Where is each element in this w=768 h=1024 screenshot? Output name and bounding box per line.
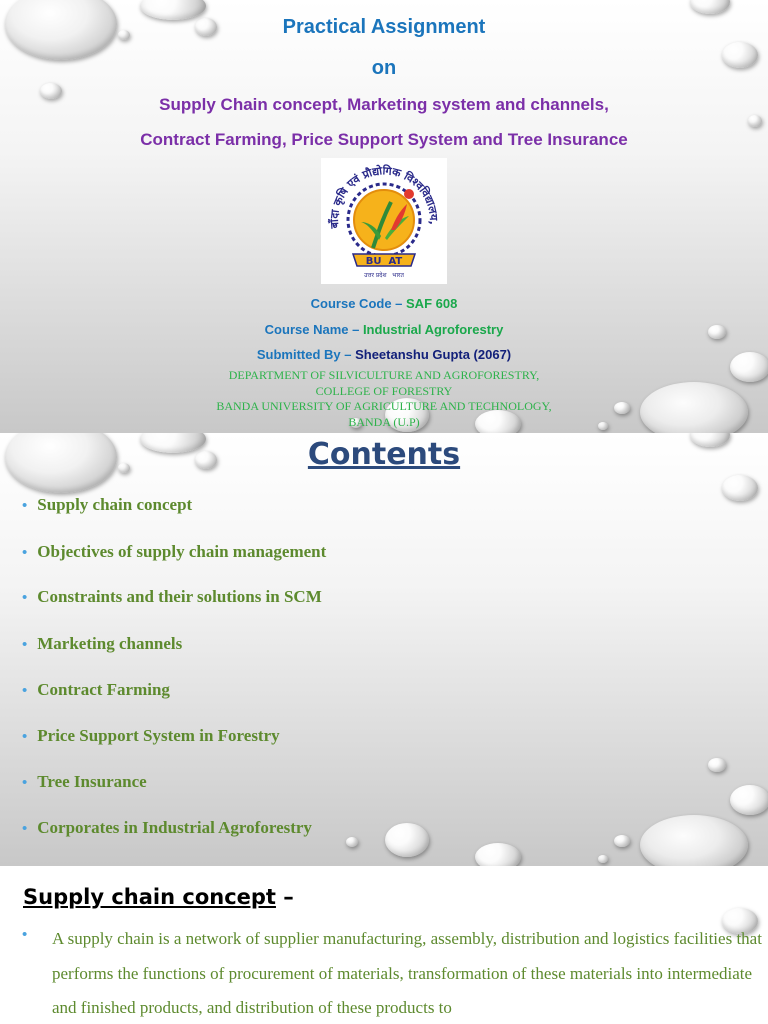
department-line-2: COLLEGE OF FORESTRY [315,383,453,398]
contents-item-label: Price Support System in Forestry [37,726,280,745]
contents-item-label: Contract Farming [37,680,170,699]
bullet-icon: • [22,682,28,699]
contents-item-contract-farming [22,680,170,700]
water-drop-decoration [346,837,358,847]
contents-item-constraints [22,587,322,607]
bullet-icon: • [22,926,28,943]
water-drop-decoration [385,823,429,857]
bullet-icon: • [22,544,28,561]
course-name-value: Industrial Agroforestry [362,322,504,337]
contents-item-label: Corporates in Industrial Agroforestry [37,818,312,837]
contents-item-supply-chain-concept [22,495,192,515]
water-drop-decoration [730,785,768,815]
bullet-icon: • [22,728,28,745]
supply-chain-heading-text: Supply chain concept [23,885,276,909]
contents-item-label: Tree Insurance [37,772,147,791]
title-slide [0,0,768,433]
course-code-line [0,296,768,311]
title-line-1: Practical Assignment [282,16,486,38]
course-code-label: Course Code – [310,296,407,311]
contents-item-marketing-channels [22,634,182,654]
contents-item-label: Supply chain concept [37,495,193,514]
university-logo [321,158,447,284]
water-drop-decoration [748,115,762,127]
department-line-1: DEPARTMENT OF SILVICULTURE AND AGROFORESTRY, [228,368,540,382]
contents-item-label: Constraints and their solutions in SCM [37,587,322,606]
contents-item-tree-insurance [22,772,147,792]
contents-item-corporates [22,818,312,838]
contents-item-price-support [22,726,280,746]
bullet-icon: • [22,774,28,791]
bullet-icon: • [22,636,28,653]
water-drop-decoration [722,475,758,501]
water-drop-decoration [598,855,608,863]
water-drop-decoration [640,815,748,866]
department-line-4: BANDA (U.P) [348,414,420,429]
university-logo-graphic [321,158,447,284]
contents-item-label: Marketing channels [37,634,183,653]
submitted-by-value: Sheetanshu Gupta (2067) [355,347,512,362]
supply-chain-heading-dash: – [275,885,294,909]
title-line-2: on [371,57,397,79]
subtitle-line-1: Supply Chain concept, Marketing system and channels, [159,95,609,114]
submitted-by-line [0,347,768,362]
supply-chain-heading [23,885,294,909]
water-drop-decoration [708,758,726,772]
supply-chain-paragraph: A supply chain is a network of supplier manufacturing, assembly, distribution and logistics facilities that performs the functions of procurement of materials, transformation of these materials into intermediate and finished products, and distribution of these products to [52,929,762,1017]
contents-title: Contents [307,437,461,472]
logo-banner-text: BU AT [365,256,403,267]
water-drop-decoration [475,843,521,866]
course-name-line [0,322,768,337]
logo-bottom-text: उत्तर प्रदेश भारत [364,272,404,279]
subtitle-line-2: Contract Farming, Price Support System and Tree Insurance [140,130,628,149]
department-line-3: BANDA UNIVERSITY OF AGRICULTURE AND TECHNOLOGY, [216,399,552,413]
department-block [0,368,768,430]
bullet-icon: • [22,497,28,514]
submitted-by-label: Submitted By – [256,347,356,362]
course-code-value: SAF 608 [406,296,458,311]
bullet-icon: • [22,820,28,837]
contents-item-objectives [22,542,326,562]
bullet-icon: • [22,589,28,606]
water-drop-decoration [614,835,630,847]
water-drop-decoration [690,0,730,14]
course-name-label: Course Name – [264,322,363,337]
contents-item-label: Objectives of supply chain management [37,542,327,561]
logo-arc-text: बाँदा कृषि एवं प्रौद्योगिक विश्वविद्यालय, [327,164,441,229]
